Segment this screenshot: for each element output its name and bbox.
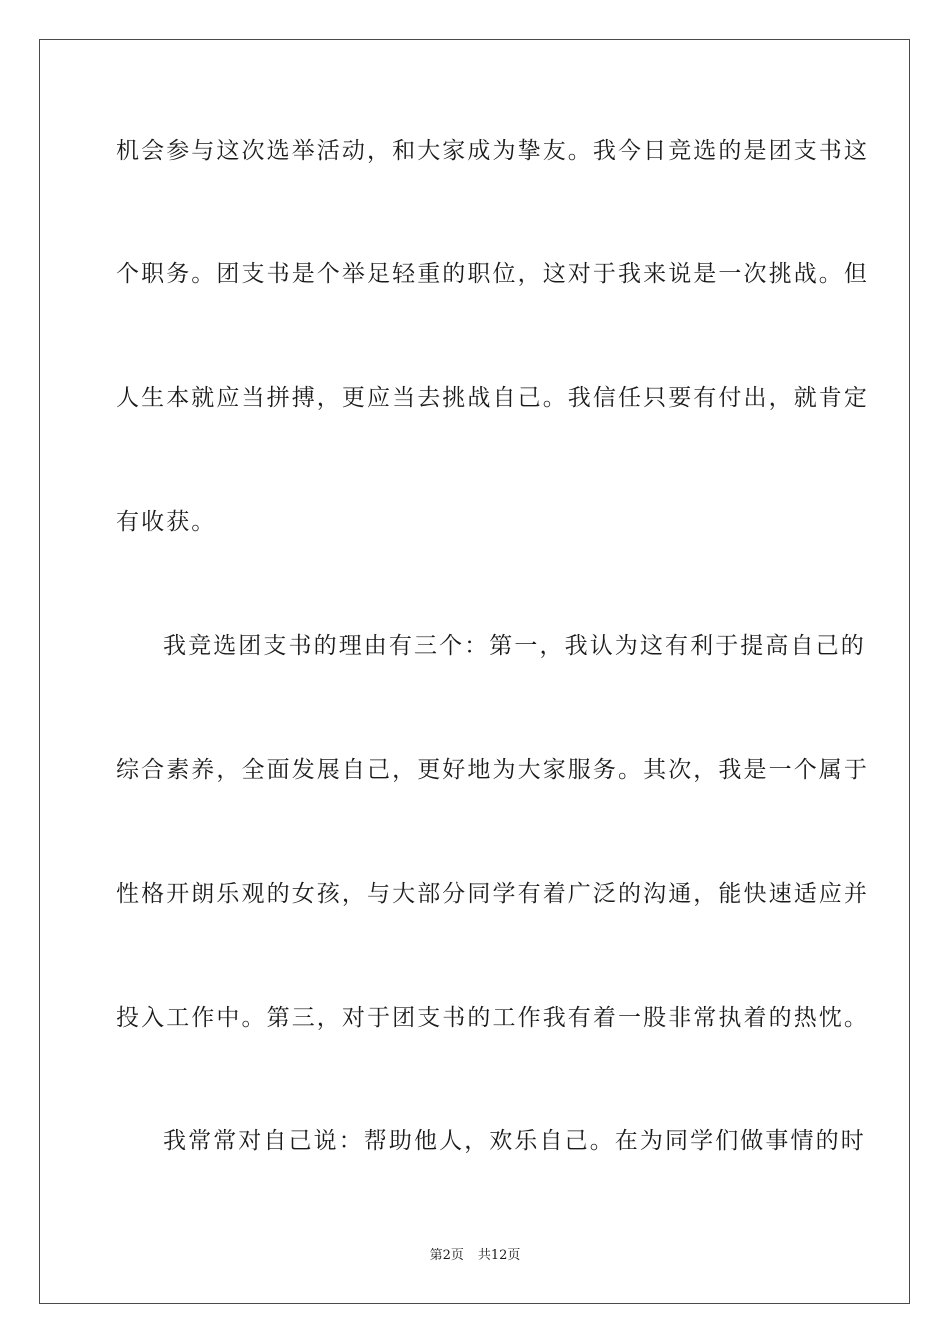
page-number: 第2页 bbox=[429, 1248, 464, 1263]
page-total: 共12页 bbox=[477, 1248, 521, 1263]
text-line: 投入工作中。第三，对于团支书的工作我有着一股非常执着的热忱。 bbox=[116, 1005, 869, 1031]
text-line: 人生本就应当拼搏，更应当去挑战自己。我信任只要有付出，就肯定 bbox=[116, 385, 869, 411]
text-line: 有收获。 bbox=[116, 509, 217, 535]
text-line: 个职务。团支书是个举足轻重的职位，这对于我来说是一次挑战。但 bbox=[116, 261, 869, 287]
paragraph-start-line: 我常常对自己说：帮助他人，欢乐自己。在为同学们做事情的时 bbox=[163, 1128, 866, 1154]
page-border bbox=[39, 39, 910, 1304]
text-line: 机会参与这次选举活动，和大家成为挚友。我今日竞选的是团支书这 bbox=[116, 138, 869, 164]
page-footer bbox=[0, 1247, 950, 1265]
text-line: 综合素养，全面发展自己，更好地为大家服务。其次，我是一个属于 bbox=[116, 757, 869, 783]
text-line: 性格开朗乐观的女孩，与大部分同学有着广泛的沟通，能快速适应并 bbox=[116, 881, 869, 907]
paragraph-start-line: 我竞选团支书的理由有三个：第一，我认为这有利于提高自己的 bbox=[163, 633, 866, 659]
